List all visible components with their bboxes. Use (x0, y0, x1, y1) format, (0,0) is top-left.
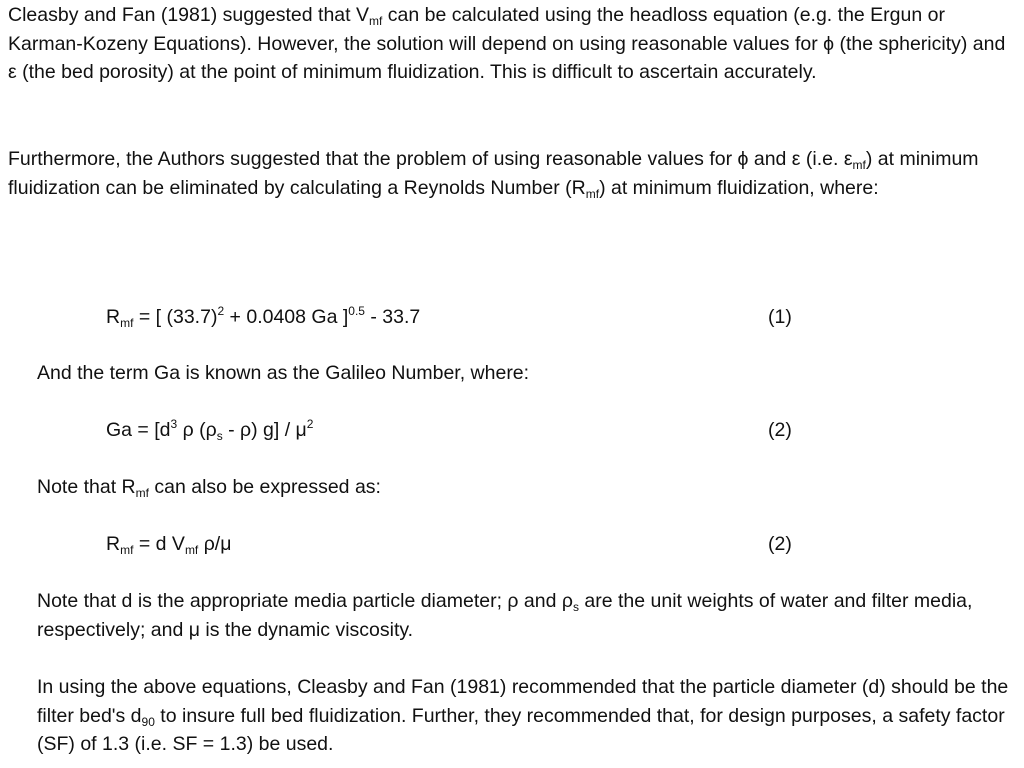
rmf-note: Note that $R_{mf}$ can also be expressed as: (37, 476, 381, 500)
paragraph-intro: Cleasby and Fan (1981) suggested that $V_{mf}$ can be calculated using the headloss equation (e.g. the Ergun or Karman-Kozeny Equations). However, the solution will depend on using reasonable values for ϕ (the sphericity) and ε (the bed porosity) at the point of minimum fluidization. This is difficult to ascertain accurately. (8, 4, 1006, 83)
equation-2-number: (2) (768, 419, 792, 441)
equation-2: $Ga = [d^3$ ρ $(\rho_s - \rho)$ $g] / \mu^2$ (106, 417, 314, 443)
equation-3: $R_{mf} = d$ $V_{mf}$ ρ/μ (106, 533, 232, 557)
equation-1: $R_{mf}$ = [ $(33.7)^2 + 0.0408$ Ga ]$^{0.5}$ - 33.7 (106, 304, 421, 330)
subscript-mf: mf (585, 186, 600, 201)
subscript-mf: mf (852, 158, 866, 172)
paragraph-recommendation: In using the above equations, Cleasby and Fan (1981) recommended that the particle diameter (d) should be the filter bed's $d_{90}$ to insure full bed fluidization. Further, they recommended that, for design purposes, a safety factor (SF) of 1.3 (i.e. SF = 1.3) be used. (37, 676, 1009, 755)
equation-3-number: (2) (768, 533, 792, 555)
equation-1-number: (1) (768, 306, 792, 328)
paragraph-variables: Note that d is the appropriate media particle diameter; ρ and $\rho_s$ are the unit weights of water and filter media, respectively; and μ is the dynamic viscosity. (37, 590, 973, 641)
paragraph-reynolds: Furthermore, the Authors suggested that the problem of using reasonable values for ϕ and ε (i.e. $\varepsilon_{mf}$) at minimum fluidization can be eliminated by calculating a Reynolds Number $(R_{mf})$ at minimum fluidization, where: (8, 148, 979, 201)
subscript-mf: mf (368, 14, 383, 28)
galileo-intro: And the term Ga is known as the Galileo Number, where: (37, 362, 530, 384)
